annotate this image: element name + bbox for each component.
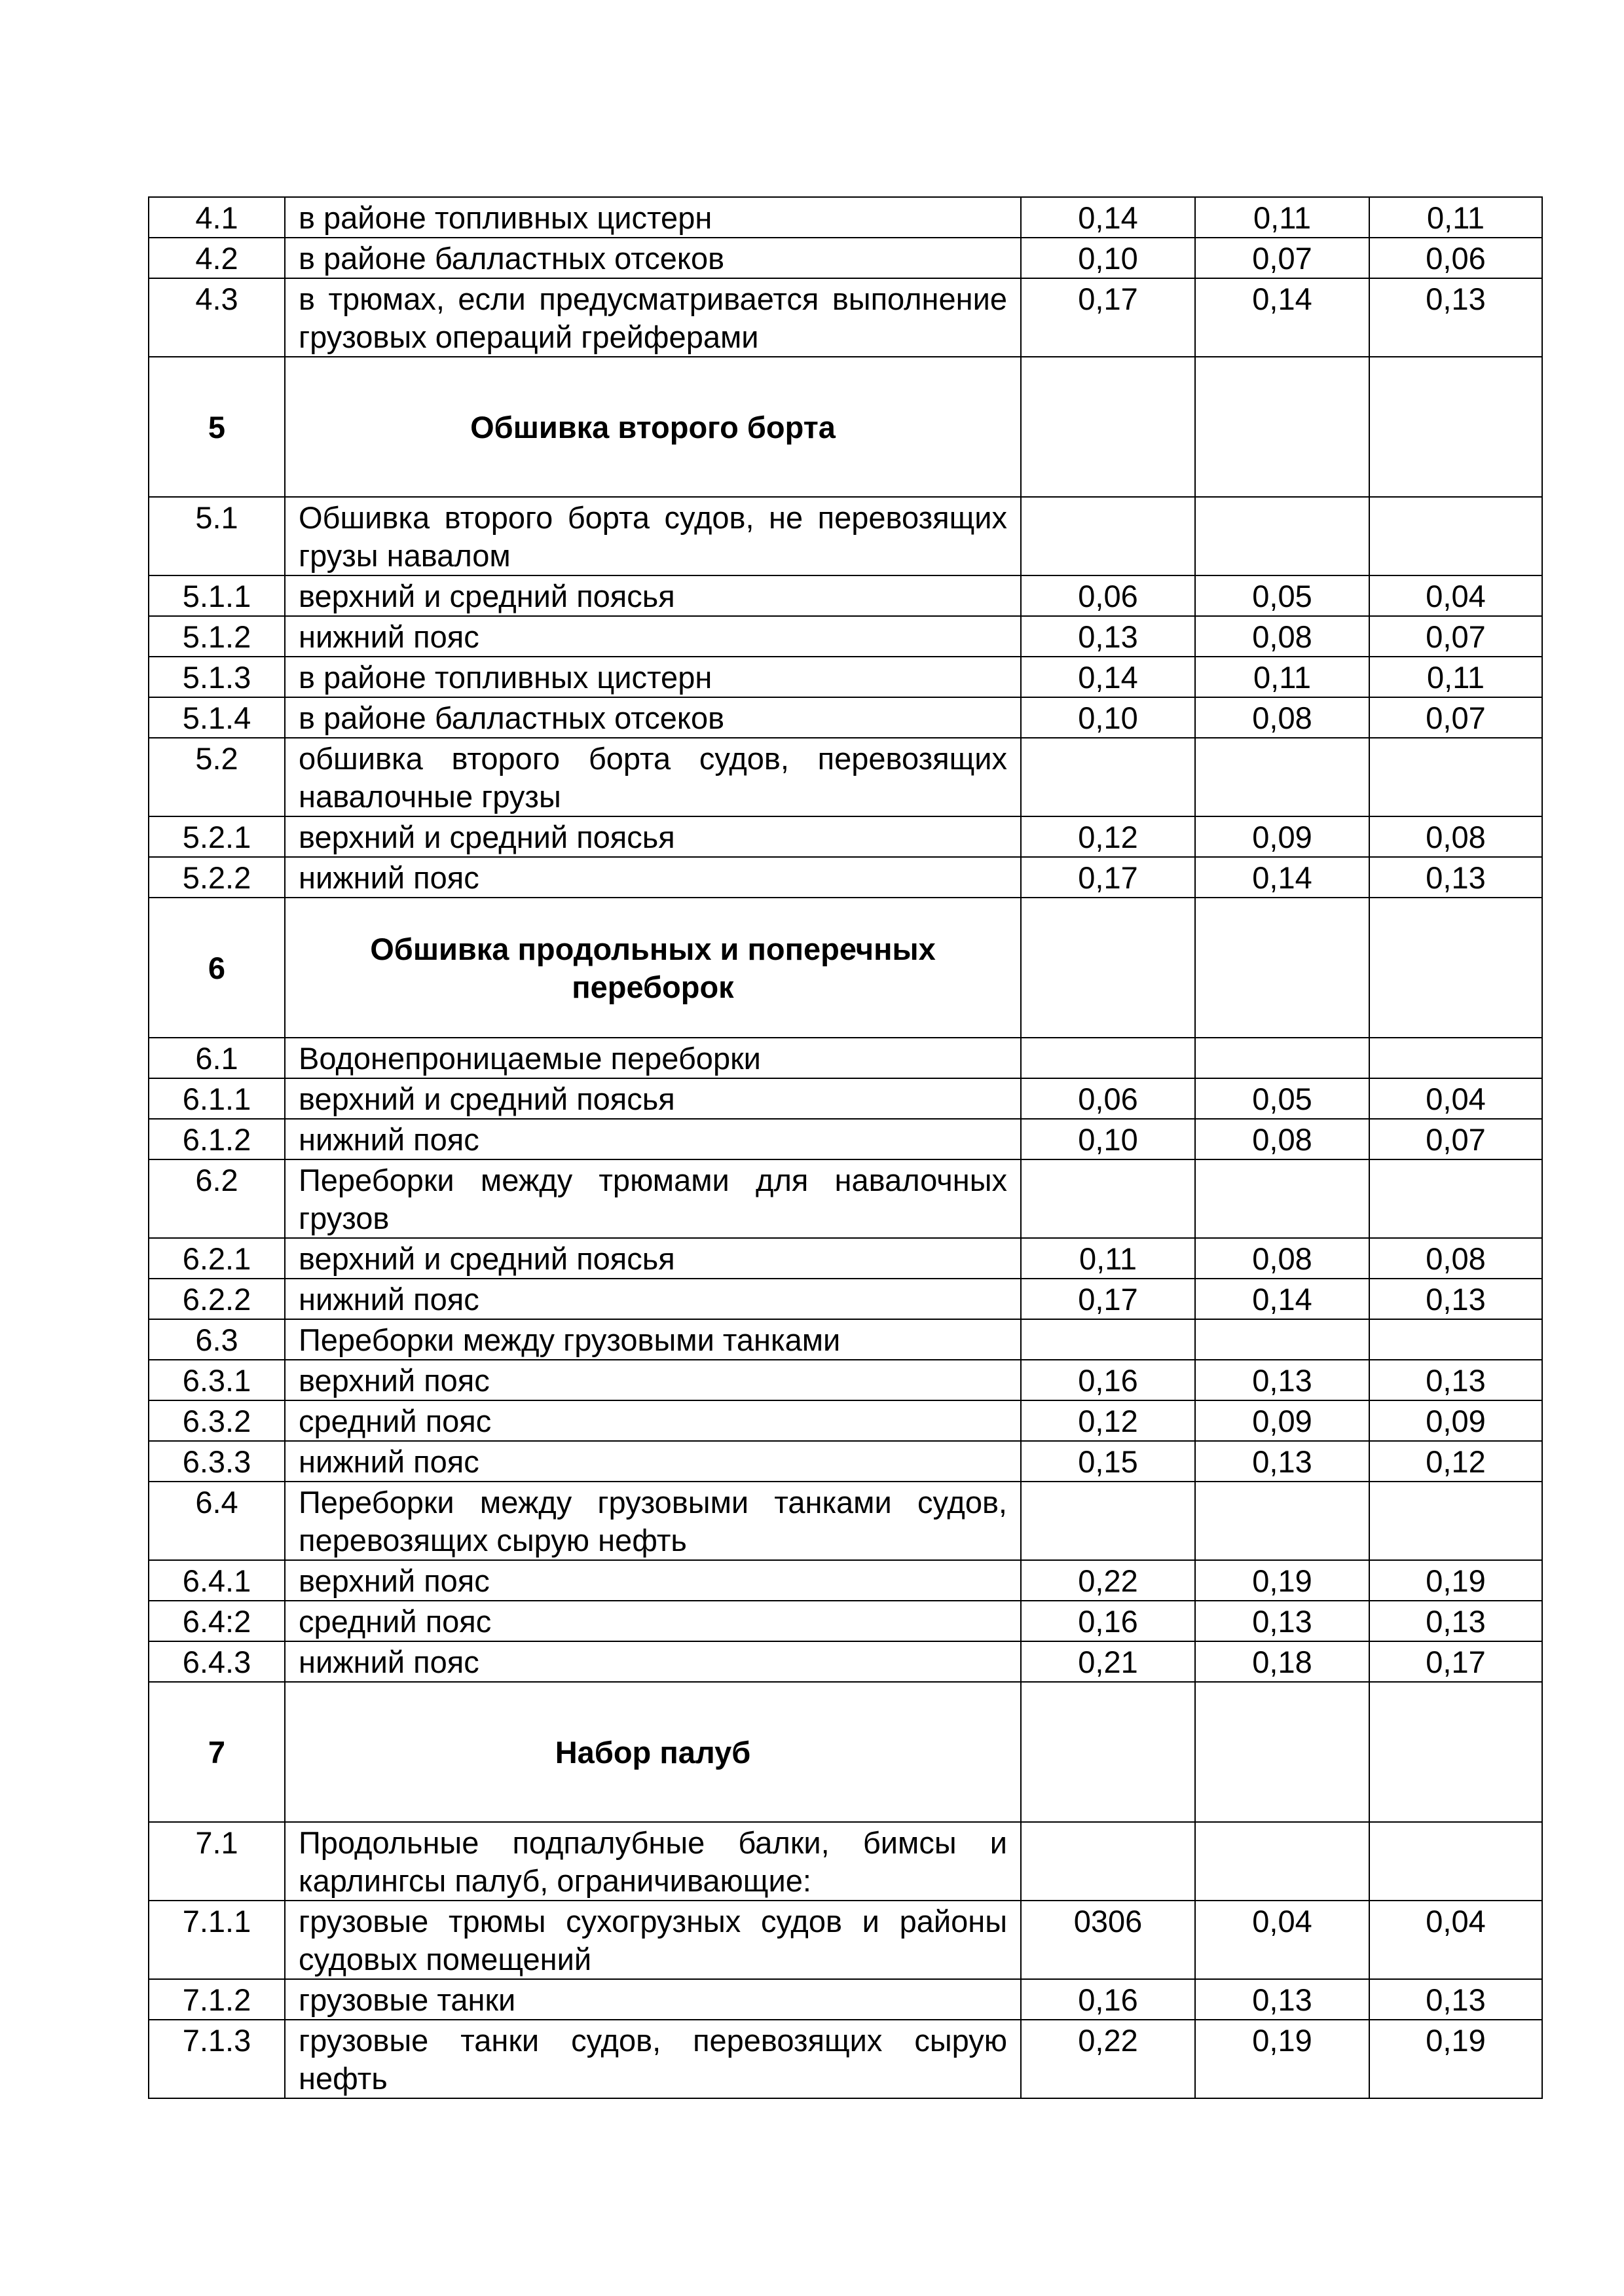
row-description-cell: в районе топливных цистерн <box>285 197 1021 238</box>
value-cell-2: 0,13 <box>1195 1360 1369 1400</box>
row-description-cell: в районе топливных цистерн <box>285 657 1021 697</box>
value-cell-3: 0,13 <box>1369 278 1542 357</box>
value-cell-3: 0,04 <box>1369 1901 1542 1979</box>
row-number-cell: 6.1 <box>149 1038 285 1078</box>
table-row <box>149 1159 1542 1238</box>
section-header-row <box>149 898 1542 1038</box>
table-row <box>149 1560 1542 1601</box>
value-cell-3: 0,08 <box>1369 816 1542 857</box>
table-row <box>149 1400 1542 1441</box>
row-description-cell: нижний пояс <box>285 616 1021 657</box>
row-number-cell: 4.3 <box>149 278 285 357</box>
row-number-cell: 5.2 <box>149 738 285 816</box>
value-cell-1: 0,11 <box>1021 1238 1195 1279</box>
table-row <box>149 2020 1542 2098</box>
row-description-cell: верхний пояс <box>285 1360 1021 1400</box>
value-cell-1 <box>1021 1482 1195 1560</box>
value-cell-2: 0,04 <box>1195 1901 1369 1979</box>
row-number-cell: 6.2 <box>149 1159 285 1238</box>
value-cell-2: 0,05 <box>1195 1078 1369 1119</box>
row-description-cell: Обшивка второго борта судов, не перевозящих грузы навалом <box>285 497 1021 575</box>
row-number-cell: 6.4:2 <box>149 1601 285 1641</box>
row-number-cell: 6.4.3 <box>149 1641 285 1682</box>
value-cell-3: 0,11 <box>1369 657 1542 697</box>
value-cell-2: 0,19 <box>1195 2020 1369 2098</box>
table-row <box>149 1641 1542 1682</box>
row-number-cell: 6.3.3 <box>149 1441 285 1482</box>
row-number-cell: 4.1 <box>149 197 285 238</box>
value-cell-3: 0,13 <box>1369 1360 1542 1400</box>
row-number-cell: 6.4 <box>149 1482 285 1560</box>
value-cell-3: 0,13 <box>1369 1979 1542 2020</box>
row-description-cell: верхний пояс <box>285 1560 1021 1601</box>
value-cell-3: 0,13 <box>1369 1601 1542 1641</box>
value-cell-2 <box>1195 497 1369 575</box>
value-cell-2 <box>1195 738 1369 816</box>
table-row <box>149 1238 1542 1279</box>
table-row <box>149 1319 1542 1360</box>
value-cell-2: 0,09 <box>1195 816 1369 857</box>
value-cell-3: 0,19 <box>1369 2020 1542 2098</box>
table-row <box>149 278 1542 357</box>
row-number-cell: 7 <box>149 1682 285 1822</box>
row-description-cell: в районе балластных отсеков <box>285 238 1021 278</box>
value-cell-1: 0,14 <box>1021 197 1195 238</box>
value-cell-1: 0,16 <box>1021 1979 1195 2020</box>
value-cell-1: 0,17 <box>1021 857 1195 898</box>
value-cell-1: 0,21 <box>1021 1641 1195 1682</box>
row-description-cell: Обшивка продольных и поперечных переборок <box>285 898 1021 1038</box>
row-description-cell: Обшивка второго борта <box>285 357 1021 497</box>
value-cell-3 <box>1369 1159 1542 1238</box>
value-cell-3 <box>1369 898 1542 1038</box>
table-row <box>149 857 1542 898</box>
value-cell-2: 0,18 <box>1195 1641 1369 1682</box>
value-cell-1: 0,12 <box>1021 1400 1195 1441</box>
row-number-cell: 5.1 <box>149 497 285 575</box>
row-number-cell: 6.3 <box>149 1319 285 1360</box>
row-number-cell: 6.1.2 <box>149 1119 285 1159</box>
row-number-cell: 4.2 <box>149 238 285 278</box>
value-cell-2: 0,13 <box>1195 1601 1369 1641</box>
value-cell-3: 0,13 <box>1369 857 1542 898</box>
value-cell-1 <box>1021 898 1195 1038</box>
value-cell-3: 0,07 <box>1369 1119 1542 1159</box>
value-cell-2: 0,11 <box>1195 657 1369 697</box>
table-row <box>149 1979 1542 2020</box>
value-cell-1: 0,22 <box>1021 1560 1195 1601</box>
value-cell-1: 0,10 <box>1021 697 1195 738</box>
row-number-cell: 5.1.4 <box>149 697 285 738</box>
value-cell-1 <box>1021 738 1195 816</box>
row-description-cell: нижний пояс <box>285 857 1021 898</box>
value-cell-1: 0,17 <box>1021 278 1195 357</box>
value-cell-1: 0,22 <box>1021 2020 1195 2098</box>
row-description-cell: в районе балластных отсеков <box>285 697 1021 738</box>
value-cell-3 <box>1369 1319 1542 1360</box>
table-row <box>149 816 1542 857</box>
value-cell-1 <box>1021 1822 1195 1901</box>
table-row <box>149 1482 1542 1560</box>
row-description-cell: верхний и средний поясья <box>285 575 1021 616</box>
table-row <box>149 657 1542 697</box>
table-row <box>149 1822 1542 1901</box>
value-cell-2: 0,13 <box>1195 1441 1369 1482</box>
value-cell-2 <box>1195 1319 1369 1360</box>
row-number-cell: 6.3.2 <box>149 1400 285 1441</box>
value-cell-3: 0,08 <box>1369 1238 1542 1279</box>
row-number-cell: 5 <box>149 357 285 497</box>
table-row <box>149 1360 1542 1400</box>
value-cell-3 <box>1369 1038 1542 1078</box>
table-row <box>149 1038 1542 1078</box>
value-cell-1 <box>1021 1319 1195 1360</box>
row-number-cell: 6 <box>149 898 285 1038</box>
row-description-cell: Продольные подпалубные балки, бимсы и карлингсы палуб, ограничивающие: <box>285 1822 1021 1901</box>
value-cell-2 <box>1195 1159 1369 1238</box>
row-description-cell: Переборки между трюмами для навалочных грузов <box>285 1159 1021 1238</box>
value-cell-1: 0,10 <box>1021 238 1195 278</box>
table-row <box>149 575 1542 616</box>
row-description-cell: нижний пояс <box>285 1441 1021 1482</box>
table-row <box>149 1119 1542 1159</box>
value-cell-1 <box>1021 1682 1195 1822</box>
value-cell-3 <box>1369 357 1542 497</box>
value-cell-1 <box>1021 1038 1195 1078</box>
row-description-cell: обшивка второго борта судов, перевозящих навалочные грузы <box>285 738 1021 816</box>
table-row <box>149 1078 1542 1119</box>
value-cell-2 <box>1195 1482 1369 1560</box>
value-cell-2: 0,14 <box>1195 857 1369 898</box>
value-cell-3: 0,04 <box>1369 575 1542 616</box>
row-description-cell: Переборки между грузовыми танками <box>285 1319 1021 1360</box>
row-description-cell: Переборки между грузовыми танками судов, перевозящих сырую нефть <box>285 1482 1021 1560</box>
value-cell-3: 0,07 <box>1369 697 1542 738</box>
row-description-cell: средний пояс <box>285 1400 1021 1441</box>
table-row <box>149 1901 1542 1979</box>
value-cell-1: 0,17 <box>1021 1279 1195 1319</box>
value-cell-1: 0,15 <box>1021 1441 1195 1482</box>
row-number-cell: 5.2.1 <box>149 816 285 857</box>
value-cell-2 <box>1195 898 1369 1038</box>
row-number-cell: 7.1.3 <box>149 2020 285 2098</box>
table-row <box>149 738 1542 816</box>
value-cell-1 <box>1021 1159 1195 1238</box>
row-description-cell: Набор палуб <box>285 1682 1021 1822</box>
value-cell-3: 0,11 <box>1369 197 1542 238</box>
value-cell-3: 0,13 <box>1369 1279 1542 1319</box>
value-cell-2: 0,07 <box>1195 238 1369 278</box>
value-cell-3: 0,12 <box>1369 1441 1542 1482</box>
value-cell-3: 0,06 <box>1369 238 1542 278</box>
value-cell-1: 0,10 <box>1021 1119 1195 1159</box>
value-cell-2: 0,08 <box>1195 697 1369 738</box>
table-row <box>149 697 1542 738</box>
row-number-cell: 7.1 <box>149 1822 285 1901</box>
value-cell-1 <box>1021 357 1195 497</box>
row-description-cell: нижний пояс <box>285 1119 1021 1159</box>
row-number-cell: 6.2.2 <box>149 1279 285 1319</box>
value-cell-2 <box>1195 1038 1369 1078</box>
row-number-cell: 6.1.1 <box>149 1078 285 1119</box>
value-cell-1: 0,16 <box>1021 1360 1195 1400</box>
row-description-cell: грузовые танки <box>285 1979 1021 2020</box>
section-header-row <box>149 1682 1542 1822</box>
table-row <box>149 1441 1542 1482</box>
value-cell-2: 0,08 <box>1195 1119 1369 1159</box>
row-number-cell: 6.4.1 <box>149 1560 285 1601</box>
row-number-cell: 6.3.1 <box>149 1360 285 1400</box>
row-description-cell: в трюмах, если предусматривается выполнение грузовых операций грейферами <box>285 278 1021 357</box>
value-cell-2: 0,14 <box>1195 278 1369 357</box>
row-description-cell: грузовые танки судов, перевозящих сырую нефть <box>285 2020 1021 2098</box>
section-header-row <box>149 357 1542 497</box>
value-cell-3 <box>1369 497 1542 575</box>
row-number-cell: 6.2.1 <box>149 1238 285 1279</box>
row-description-cell: средний пояс <box>285 1601 1021 1641</box>
value-cell-3: 0,17 <box>1369 1641 1542 1682</box>
value-cell-2 <box>1195 1682 1369 1822</box>
value-cell-1: 0,13 <box>1021 616 1195 657</box>
value-cell-3: 0,19 <box>1369 1560 1542 1601</box>
row-number-cell: 5.2.2 <box>149 857 285 898</box>
row-number-cell: 7.1.2 <box>149 1979 285 2020</box>
table-row <box>149 1601 1542 1641</box>
table-row <box>149 616 1542 657</box>
value-cell-3: 0,09 <box>1369 1400 1542 1441</box>
table-row <box>149 497 1542 575</box>
row-number-cell: 5.1.2 <box>149 616 285 657</box>
value-cell-2: 0,11 <box>1195 197 1369 238</box>
table-row <box>149 238 1542 278</box>
value-cell-1: 0,06 <box>1021 575 1195 616</box>
value-cell-2 <box>1195 357 1369 497</box>
value-cell-1: 0,06 <box>1021 1078 1195 1119</box>
value-cell-3: 0,07 <box>1369 616 1542 657</box>
value-cell-1: 0,14 <box>1021 657 1195 697</box>
value-cell-1: 0,16 <box>1021 1601 1195 1641</box>
value-cell-3 <box>1369 1822 1542 1901</box>
value-cell-3 <box>1369 1682 1542 1822</box>
row-description-cell: верхний и средний поясья <box>285 816 1021 857</box>
row-number-cell: 5.1.1 <box>149 575 285 616</box>
value-cell-2: 0,08 <box>1195 616 1369 657</box>
value-cell-2: 0,05 <box>1195 575 1369 616</box>
table-body <box>149 197 1542 2098</box>
row-description-cell: верхний и средний поясья <box>285 1238 1021 1279</box>
table-row <box>149 1279 1542 1319</box>
row-number-cell: 7.1.1 <box>149 1901 285 1979</box>
table-row <box>149 197 1542 238</box>
row-number-cell: 5.1.3 <box>149 657 285 697</box>
row-description-cell: грузовые трюмы сухогрузных судов и районы судовых помещений <box>285 1901 1021 1979</box>
row-description-cell: Водонепроницаемые переборки <box>285 1038 1021 1078</box>
thickness-table <box>148 196 1543 2099</box>
value-cell-2: 0,08 <box>1195 1238 1369 1279</box>
row-description-cell: верхний и средний поясья <box>285 1078 1021 1119</box>
value-cell-2 <box>1195 1822 1369 1901</box>
value-cell-2: 0,19 <box>1195 1560 1369 1601</box>
value-cell-1: 0,12 <box>1021 816 1195 857</box>
row-description-cell: нижний пояс <box>285 1641 1021 1682</box>
row-description-cell: нижний пояс <box>285 1279 1021 1319</box>
value-cell-3 <box>1369 1482 1542 1560</box>
value-cell-2: 0,14 <box>1195 1279 1369 1319</box>
value-cell-3: 0,04 <box>1369 1078 1542 1119</box>
value-cell-1 <box>1021 497 1195 575</box>
value-cell-2: 0,13 <box>1195 1979 1369 2020</box>
value-cell-1: 0306 <box>1021 1901 1195 1979</box>
value-cell-2: 0,09 <box>1195 1400 1369 1441</box>
value-cell-3 <box>1369 738 1542 816</box>
